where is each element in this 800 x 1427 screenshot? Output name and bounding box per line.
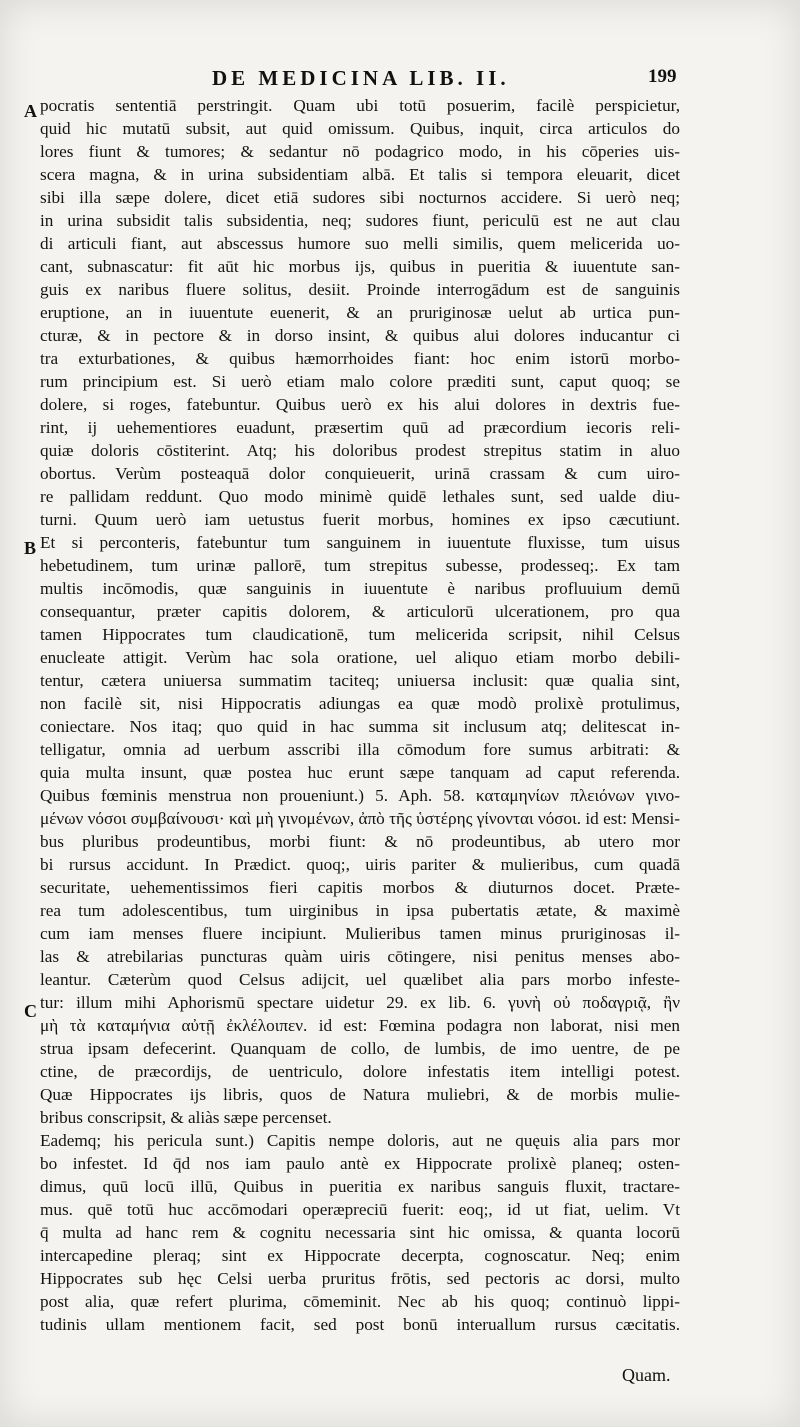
text-line: Eademq; his pericula sunt.) Capitis nempe doloris, aut ne quęuis alia pars mor <box>40 1131 680 1150</box>
text-line: tra exturbationes, & quibus hæmorrhoides fiant: hoc enim istorū morbo- <box>40 349 680 368</box>
text-line: quiæ doloris cōstiterint. Atq; his doloribus prodest strepitus statim in aluo <box>40 441 680 460</box>
text-line: dolere, si roges, fatebuntur. Quibus uerò ex his alui dolores in dextris fue- <box>40 395 680 414</box>
text-line: eruptione, an in iuuentute euenerit, & an pruriginosæ uelut ab urtica pun- <box>40 303 680 322</box>
text-line: dimus, quū locū illū, Quibus in pueritia ex naribus sanguis fluxit, tractare- <box>40 1177 680 1196</box>
text-line: cturæ, & in pectore & in dorso insint, & quibus alui dolores inducantur ci <box>40 326 680 345</box>
text-line: quid hic mutatū subsit, aut quid omissum. Quibus, inquit, circa articulos do <box>40 119 680 138</box>
text-line: multis incōmodis, quæ sanguinis in iuuentute è naribus profluuium demū <box>40 579 680 598</box>
text-line: tudinis ullam mentionem facit, sed post bonū interuallum rursus cæcitatis. <box>40 1315 680 1334</box>
catchword: Quam. <box>622 1365 671 1385</box>
text-line: hebetudinem, tum urinæ pallorē, tum strepitus subesse, prodesseq;. Ex tam <box>40 556 680 575</box>
text-line: bo infestet. Id q̄d nos iam paulo antè ex Hippocrate prolixè planeq; osten- <box>40 1154 680 1173</box>
text-line: strua ipsam defecerint. Quanquam de collo, de lumbis, de imo uentre, de pe <box>40 1039 680 1058</box>
text-line: enucleate attigit. Verùm hac sola oratione, uel aliquo etiam morbo debili- <box>40 648 680 667</box>
text-line: tamen Hippocrates tum claudicationē, tum melicerida scripsit, nihil Celsus <box>40 625 680 644</box>
running-head: DE MEDICINA LIB. II. <box>212 66 510 90</box>
margin-mark-a: A <box>24 101 37 121</box>
text-line: tur: illum mihi Aphorismū spectare uidetur 29. ex lib. 6. γυνὴ οὐ ποδαγριᾷ, ἢν <box>40 993 680 1012</box>
margin-mark-c: C <box>24 1001 37 1021</box>
text-line: telligatur, omnia ad uerbum asscribi illa cōmodum fore sumus arbitrati: & <box>40 740 680 759</box>
text-line: rea tum adolescentibus, tum uirginibus in ipsa pubertatis ætate, & maximè <box>40 901 680 920</box>
margin-mark-b: B <box>24 538 37 558</box>
text-line: q̄ multa ad hanc rem & cognitu necessaria sint hic omissa, & quanta locorū <box>40 1223 680 1242</box>
text-line: post alia, quæ refert plurima, cōmeminit. Nec ab his quoq; continuò lippi- <box>40 1292 680 1311</box>
text-line: bi rursus accidunt. In Prædict. quoq;, uiris pariter & mulieribus, cum quadā <box>40 855 680 874</box>
text-line: μὴ τὰ καταμήνια αὐτῇ ἐκλέλοιπεν. id est: Fœmina podagra non laborat, nisi men <box>40 1016 680 1035</box>
text-line: sibi illa sæpe dolere, dicet etiā sudores sibi nocturnos accidere. Si uerò neq; <box>40 188 680 207</box>
text-line: in urina subsidit talis subsidentia, neq; sudores fiunt, periculū est ne aut clau <box>40 211 680 230</box>
text-line: lores fiunt & tumores; & sedantur nō podagrico modo, in his cōperies uis- <box>40 142 680 161</box>
text-line: Et si perconteris, fatebuntur tum sanguinem in iuuentute fluxisse, tum uisus <box>40 533 680 552</box>
text-line: mus. quē totū huc accōmodari operæpreciū fuerit: eoq;, id ut fiat, uelim. Vt <box>40 1200 680 1219</box>
text-line: intercapedine pleraq; sint ex Hippocrate decerpta, cognoscatur. Neq; enim <box>40 1246 680 1265</box>
text-line: cum iam menses fluere incipiunt. Mulieribus tamen minus pruriginosas il- <box>40 924 680 943</box>
text-line: turni. Quum uerò iam uetustus fuerit morbus, homines ex ipso cæcutiunt. <box>40 510 680 529</box>
text-line: rum principium est. Si uerò etiam malo colore præditi sunt, caput quoq; se <box>40 372 680 391</box>
text-line: securitate, uehementissimos fieri capitis morbos & diuturnos docet. Præte- <box>40 878 680 897</box>
text-line: tentur, cætera uniuersa summatim taciteq; uniuersa inclusit: quæ qualia sint, <box>40 671 680 690</box>
text-line: bribus conscripsit, & aliàs sæpe percenset. <box>40 1108 332 1127</box>
text-line: Hippocrates sub hęc Celsi uerba pruritus frōtis, sed pectoris ac dorsi, multo <box>40 1269 680 1288</box>
text-line: guis ex naribus fluere solitus, desiit. Proinde interrogādum est de sanguinis <box>40 280 680 299</box>
text-line: scera magna, & in urina subsidentiam albā. Et talis si tempora eleuarit, dicet <box>40 165 680 184</box>
text-line: cant, subnascatur: fit aūt hic morbus ijs, quibus in pueritia & iuuentute san- <box>40 257 680 276</box>
text-line: bus pluribus prodeuntibus, morbi fiunt: & nō prodeuntibus, ab utero mor <box>40 832 680 851</box>
text-line: consequantur, præter capitis dolorem, & articulorū ulcerationem, pro qua <box>40 602 680 621</box>
text-line: obortus. Verùm posteaquā dolor conquieuerit, urinā crassam & cum uiro- <box>40 464 680 483</box>
text-line: Quibus fœminis menstrua non proueniunt.) 5. Aph. 58. καταμηνίων πλειόνων γινο- <box>40 786 680 805</box>
text-line: las & atrebilarias puncturas quàm uiris cōtingere, nisi penitus menses abo- <box>40 947 680 966</box>
page-header <box>0 66 800 92</box>
text-line: quia multa insunt, quæ postea huc erunt sæpe tanquam ad caput referenda. <box>40 763 680 782</box>
text-line: μένων νόσοι συμβαίνουσι· καὶ μὴ γινομένων, ἀπὸ τῆς ὑστέρης γίνονται νόσοι. id est: Mensi- <box>40 809 680 828</box>
text-line: re pallidam reddunt. Quo modo minimè quidē lethales sunt, sed ualde diu- <box>40 487 680 506</box>
text-line: leantur. Cæterùm quod Celsus adijcit, uel quælibet alia pars morbo infeste- <box>40 970 680 989</box>
page-number: 199 <box>648 66 677 87</box>
text-line: rint, ij uehementiores euadunt, præsertim quū ad præcordium iecoris reli- <box>40 418 680 437</box>
text-line: di articuli fiant, aut abscessus humore suo melli similis, quem melicerida uo- <box>40 234 680 253</box>
text-line: non facilè sit, nisi Hippocratis adiungas ea quæ modò prolixè protulimus, <box>40 694 680 713</box>
text-line: pocratis sententiā perstringit. Quam ubi totū posuerim, facilè perspicietur, <box>40 96 680 115</box>
text-line: Quæ Hippocrates ijs libris, quos de Natura muliebri, & de morbis mulie- <box>40 1085 680 1104</box>
text-line: coniectare. Nos itaq; quo quid in hac summa sit inclusum atq; delitescat in- <box>40 717 680 736</box>
text-line: ctine, de præcordijs, de uentriculo, dolore infestatis item intelligi potest. <box>40 1062 680 1081</box>
